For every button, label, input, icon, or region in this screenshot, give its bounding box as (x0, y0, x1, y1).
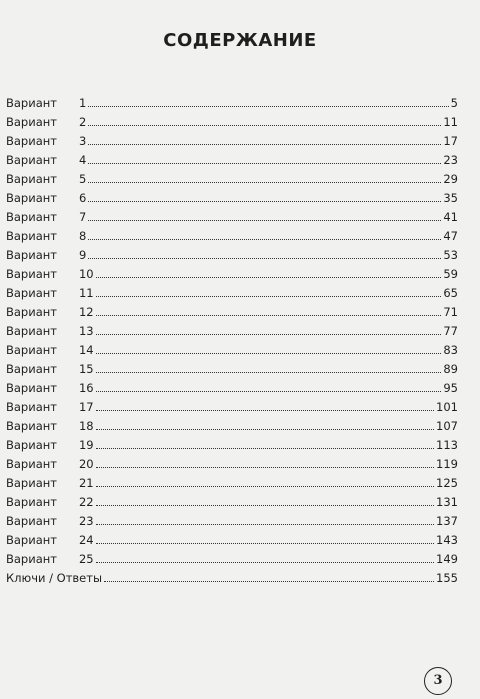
toc-entry (6, 357, 458, 376)
toc-entry-number: 25 (78, 552, 94, 566)
toc-entry-number: 9 (78, 248, 87, 262)
toc-entry-page: 77 (443, 324, 458, 338)
dot-leader (88, 219, 441, 221)
dot-leader (88, 200, 441, 202)
toc-entry-number: 6 (78, 191, 87, 205)
toc-entry (6, 224, 458, 243)
toc-entry (6, 452, 458, 471)
toc-entry (6, 490, 458, 509)
toc-entry (6, 395, 458, 414)
dot-leader (88, 162, 441, 164)
toc-entry (6, 338, 458, 357)
toc-entry-number: 24 (78, 533, 94, 547)
toc-entry-label: Вариант (6, 419, 57, 433)
toc-entry-label: Вариант (6, 229, 57, 243)
toc-entry-label: Вариант (6, 400, 57, 414)
toc-entry-number: 12 (78, 305, 94, 319)
dot-leader (88, 181, 441, 183)
toc-entry (6, 376, 458, 395)
toc-entry-label: Вариант (6, 305, 57, 319)
dot-leader (96, 409, 434, 411)
toc-entry (6, 528, 458, 547)
toc-entry-page: 5 (450, 96, 458, 110)
toc-entry-page: 35 (443, 191, 458, 205)
toc-entry-page: 125 (436, 476, 458, 490)
toc-entry-page: 113 (436, 438, 458, 452)
toc-entry-label: Вариант (6, 343, 57, 357)
toc-entry-page: 47 (443, 229, 458, 243)
dot-leader (96, 542, 434, 544)
toc-entry (6, 319, 458, 338)
toc-entry-number: 16 (78, 381, 94, 395)
toc-entry (6, 509, 458, 528)
toc-entry-label: Вариант (6, 552, 57, 566)
dot-leader (104, 580, 434, 582)
toc-entry-page: 83 (443, 343, 458, 357)
toc-entry-page: 131 (436, 495, 458, 509)
toc-entry-number: 3 (78, 134, 87, 148)
toc-entry-number: 20 (78, 457, 94, 471)
dot-leader (96, 523, 434, 525)
toc-entry-label: Вариант (6, 438, 57, 452)
toc-entry-page: 119 (436, 457, 458, 471)
toc-entry-label: Вариант (6, 134, 57, 148)
toc-entry-number: 11 (78, 286, 94, 300)
toc-entry-label: Вариант (6, 210, 57, 224)
toc-entry-page: 17 (443, 134, 458, 148)
toc-entry (6, 110, 458, 129)
dot-leader (96, 561, 434, 563)
toc-entry-page: 11 (443, 115, 458, 129)
toc-entry-number: 15 (78, 362, 94, 376)
dot-leader (96, 466, 434, 468)
dot-leader (96, 295, 442, 297)
dot-leader (88, 143, 441, 145)
dot-leader (96, 390, 442, 392)
toc-entry (6, 205, 458, 224)
toc-entry-number: 19 (78, 438, 94, 452)
toc-entry-label: Вариант (6, 267, 57, 281)
toc-entry (6, 566, 458, 585)
toc-entry-number: 10 (78, 267, 94, 281)
toc-entry-page: 137 (436, 514, 458, 528)
toc-entry (6, 167, 458, 186)
dot-leader (96, 314, 442, 316)
toc-entry-number: 23 (78, 514, 94, 528)
toc-entry-label: Вариант (6, 381, 57, 395)
dot-leader (88, 238, 441, 240)
page-title: СОДЕРЖАНИЕ (163, 30, 317, 51)
toc-entry-page: 89 (443, 362, 458, 376)
toc-entry-label: Вариант (6, 115, 57, 129)
toc-entry-number: 4 (78, 153, 87, 167)
toc-entry-label: Вариант (6, 172, 57, 186)
toc-entry-number: 7 (78, 210, 87, 224)
toc-entry-label: Вариант (6, 514, 57, 528)
toc-entry-page: 59 (443, 267, 458, 281)
dot-leader (96, 447, 434, 449)
table-of-contents (6, 91, 458, 585)
toc-entry-page: 143 (436, 533, 458, 547)
toc-entry-page: 95 (443, 381, 458, 395)
toc-entry (6, 148, 458, 167)
toc-entry-number: 8 (78, 229, 87, 243)
toc-entry (6, 91, 458, 110)
toc-entry (6, 433, 458, 452)
dot-leader (96, 371, 442, 373)
toc-entry-page: 71 (443, 305, 458, 319)
page-number-badge: 3 (424, 667, 452, 695)
toc-entry-number: 22 (78, 495, 94, 509)
toc-entry-label: Вариант (6, 476, 57, 490)
toc-entry (6, 414, 458, 433)
toc-entry-label: Вариант (6, 286, 57, 300)
toc-entry (6, 471, 458, 490)
dot-leader (96, 504, 434, 506)
dot-leader (88, 124, 441, 126)
toc-entry-label: Вариант (6, 248, 57, 262)
toc-entry-label: Вариант (6, 191, 57, 205)
toc-entry-page: 101 (436, 400, 458, 414)
toc-entry-number: 5 (78, 172, 87, 186)
dot-leader (96, 276, 442, 278)
toc-entry-page: 29 (443, 172, 458, 186)
toc-entry-number: 13 (78, 324, 94, 338)
toc-entry (6, 186, 458, 205)
dot-leader (96, 485, 434, 487)
toc-entry-number: 17 (78, 400, 94, 414)
toc-entry-number: 2 (78, 115, 87, 129)
dot-leader (96, 333, 442, 335)
toc-entry-page: 65 (443, 286, 458, 300)
dot-leader (96, 352, 442, 354)
toc-entry-page: 155 (436, 571, 458, 585)
toc-entry-page: 53 (443, 248, 458, 262)
toc-entry-label: Вариант (6, 533, 57, 547)
toc-entry-label: Вариант (6, 495, 57, 509)
toc-entry (6, 547, 458, 566)
toc-entry-page: 23 (443, 153, 458, 167)
toc-entry (6, 300, 458, 319)
toc-entry (6, 129, 458, 148)
toc-entry-label: Вариант (6, 153, 57, 167)
dot-leader (88, 105, 448, 107)
toc-entry (6, 281, 458, 300)
toc-entry-number: 21 (78, 476, 94, 490)
dot-leader (96, 428, 434, 430)
toc-entry-label: Вариант (6, 96, 57, 110)
toc-entry-number: 18 (78, 419, 94, 433)
toc-entry-label: Вариант (6, 457, 57, 471)
toc-entry-page: 41 (443, 210, 458, 224)
toc-entry-label: Вариант (6, 324, 57, 338)
toc-entry-number: 14 (78, 343, 94, 357)
toc-entry (6, 243, 458, 262)
toc-entry (6, 262, 458, 281)
toc-entry-label: Ключи / Ответы (6, 571, 103, 585)
toc-entry-page: 149 (436, 552, 458, 566)
toc-entry-page: 107 (436, 419, 458, 433)
dot-leader (88, 257, 441, 259)
toc-entry-label: Вариант (6, 362, 57, 376)
toc-entry-number: 1 (78, 96, 87, 110)
